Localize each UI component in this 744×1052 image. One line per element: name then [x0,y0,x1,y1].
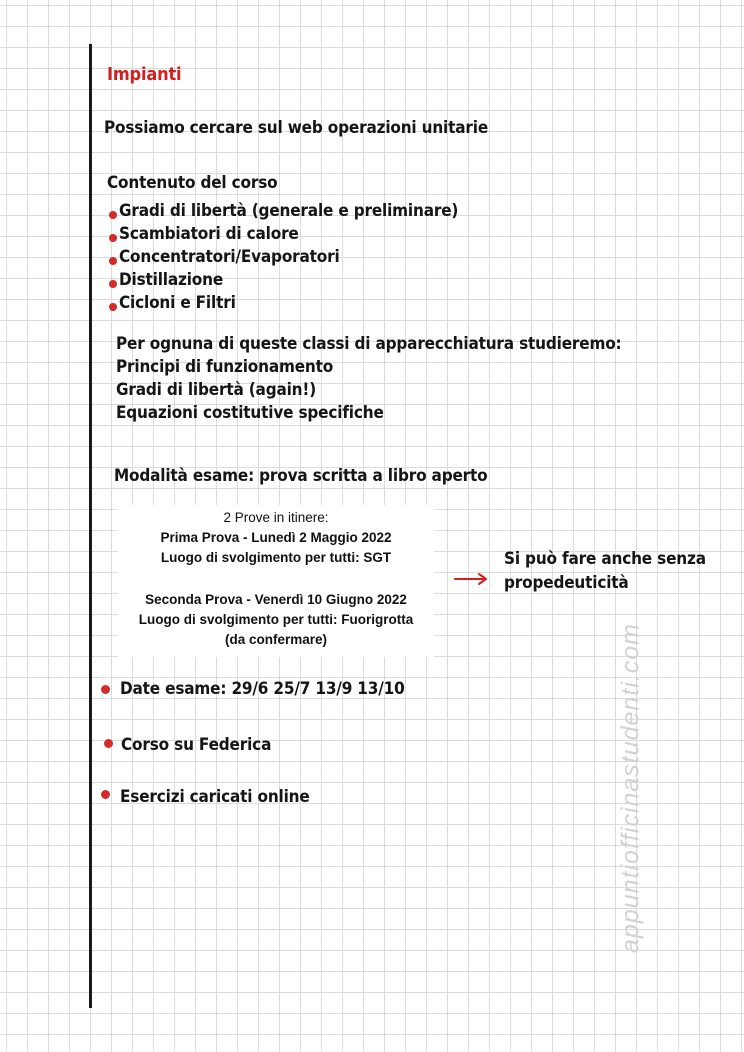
bullet-dot [109,234,117,242]
note-line-1: Si può fare anche senza [504,549,706,569]
content-item: Scambiatori di calore [119,224,299,244]
watermark: appuntiofficinastudenti.com [616,623,645,953]
first-test-title: Prima Prova - Lunedì 2 Maggio 2022 [160,530,392,545]
bullet-dot [101,685,110,694]
page-title: Impianti [107,64,182,85]
bullet-dot [109,211,117,219]
second-test-note: (da confermare) [224,632,328,647]
study-item: Gradi di libertà (again!) [116,380,317,400]
arrow-right-icon [454,572,490,586]
second-test-title: Seconda Prova - Venerdì 10 Giugno 2022 [145,592,407,607]
margin-line [89,44,92,1008]
bullet-dot [109,280,117,288]
second-test-place: Luogo di svolgimento per tutti: Fuorigrotta [138,612,414,627]
study-item: Equazioni costitutive specifiche [116,403,384,423]
online-exercises: Esercizi caricati online [120,787,310,807]
bullet-dot [109,257,117,265]
exam-mode: Modalità esame: prova scritta a libro aperto [114,466,488,486]
bullet-dot [104,739,113,748]
content-item: Gradi di libertà (generale e preliminare) [119,201,459,221]
exam-dates: Date esame: 29/6 25/7 13/9 13/10 [120,679,405,699]
federica-course: Corso su Federica [121,735,272,755]
intro-line: Possiamo cercare sul web operazioni unitarie [104,118,489,138]
content-item: Distillazione [119,270,224,290]
study-heading: Per ognuna di queste classi di apparecchiatura studieremo: [116,334,622,354]
first-test-place: Luogo di svolgimento per tutti: SGT [160,550,392,565]
content-item: Concentratori/Evaporatori [119,247,340,267]
note-line-2: propedeuticità [504,573,629,593]
content-item: Cicloni e Filtri [119,293,236,313]
itinere-box [118,505,434,657]
bullet-dot [101,790,110,799]
content-heading: Contenuto del corso [107,173,278,193]
itinere-heading: 2 Prove in itinere: [223,510,329,525]
study-item: Principi di funzionamento [116,357,334,377]
bullet-dot [109,303,117,311]
